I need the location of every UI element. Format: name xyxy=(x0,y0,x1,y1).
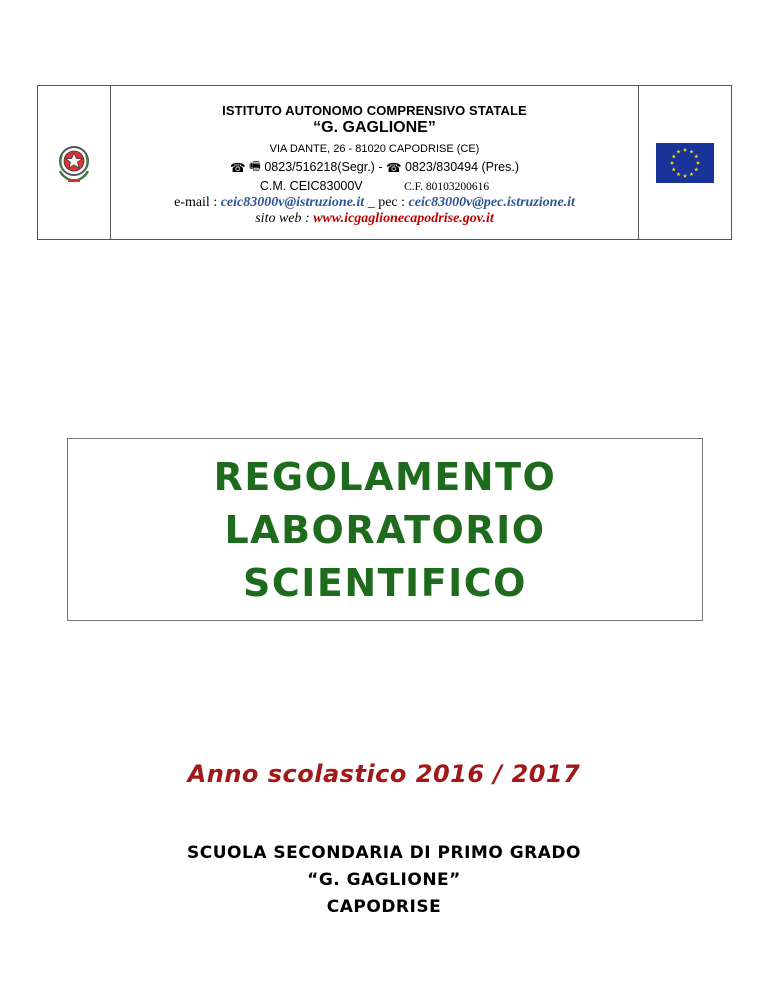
phone-president: 0823/830494 (Pres.) xyxy=(405,159,519,174)
fax-icon: 🖷 xyxy=(249,159,261,173)
pec-label: _ pec : xyxy=(364,195,409,210)
title-line-3: SCIENTIFICO xyxy=(242,561,527,605)
emblem-cell xyxy=(38,86,111,239)
letterhead-text xyxy=(111,86,638,239)
school-name: “G. GAGLIONE” xyxy=(307,870,461,890)
school-town: CAPODRISE xyxy=(326,897,442,917)
title-line-2: LABORATORIO xyxy=(224,508,546,552)
mechanographic-code: C.M. CEIC83000V xyxy=(259,179,363,193)
website-line xyxy=(111,211,638,227)
letterhead-table xyxy=(37,85,732,240)
email-link[interactable]: ceic83000v@istruzione.it xyxy=(220,195,365,210)
email-line xyxy=(111,195,638,211)
address: VIA DANTE, 26 - 81020 CAPODRISE (CE) xyxy=(269,143,480,155)
telephone-icon: ☎ xyxy=(229,161,246,175)
institute-type: ISTITUTO AUTONOMO COMPRENSIVO STATALE xyxy=(222,103,527,118)
school-type: SCUOLA SECONDARIA DI PRIMO GRADO xyxy=(187,843,581,863)
website-label: sito web : xyxy=(255,211,314,226)
phone-line xyxy=(111,157,638,178)
eu-flag-icon xyxy=(656,143,714,183)
fiscal-code: C.F. 80103200616 xyxy=(404,181,490,193)
email-label: e-mail : xyxy=(174,195,221,210)
italian-republic-emblem-icon xyxy=(54,141,94,185)
school-block xyxy=(0,840,768,921)
telephone-icon: ☎ xyxy=(385,161,402,175)
website-link[interactable]: www.icgaglionecapodrise.gov.it xyxy=(313,211,494,226)
pec-link[interactable]: ceic83000v@pec.istruzione.it xyxy=(408,195,575,210)
eu-flag-cell xyxy=(638,86,731,239)
school-year: Anno scolastico 2016 / 2017 xyxy=(187,760,581,788)
institute-name: “G. GAGLIONE” xyxy=(313,119,436,136)
title-line-1: REGOLAMENTO xyxy=(213,455,557,499)
phone-secretary: 0823/516218(Segr.) - xyxy=(264,159,383,174)
codes-line xyxy=(111,179,638,193)
document-title-box xyxy=(67,438,703,621)
